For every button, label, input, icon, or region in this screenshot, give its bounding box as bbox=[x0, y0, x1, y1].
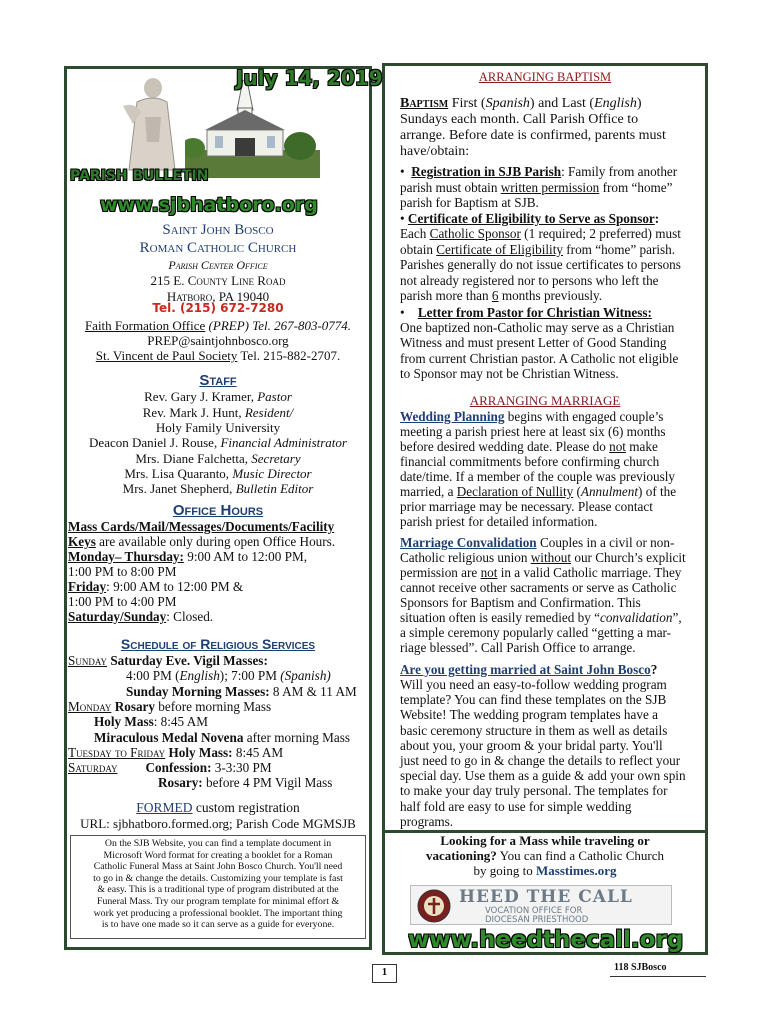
vacationing-label: vacationing? bbox=[426, 848, 497, 863]
prep-email[interactable]: PREP@saintjohnbosco.org bbox=[147, 333, 289, 348]
convalidation-line1 bbox=[400, 535, 695, 550]
convalidation-line5: Sponsors for Baptism and Confirmation. This bbox=[400, 595, 641, 610]
tue-fri-label: Tuesday to Friday bbox=[68, 745, 166, 760]
friday-hours: : 9:00 AM to 12:00 PM & bbox=[106, 579, 244, 594]
vigil-lang1: English bbox=[179, 668, 220, 683]
hours-line5 bbox=[68, 579, 368, 595]
schedule-heading: Schedule of Religious Services bbox=[120, 636, 316, 652]
bullet-icon: • bbox=[400, 305, 418, 320]
funeral-note-line: work yet producing a professional booklet. The important thing bbox=[93, 907, 343, 919]
b-l1c: Spanish bbox=[485, 96, 530, 111]
saturday-label: Saturday bbox=[68, 760, 118, 775]
wedding-question-line: to make your day truly personal. The templates for bbox=[400, 783, 668, 799]
certificate-line3: Parishes generally do not issue certificates to persons bbox=[400, 257, 681, 272]
mc6a: situation often is easily remedied by “ bbox=[400, 610, 600, 625]
staff-name: Rev. Gary J. Kramer, bbox=[144, 389, 258, 404]
convalidation-line2 bbox=[400, 550, 695, 565]
office-label: Parish Center Office bbox=[168, 258, 268, 272]
website-link[interactable]: www.sjbhatboro.org bbox=[100, 194, 318, 216]
registration-rest: : Family from another bbox=[561, 164, 678, 179]
novena-time: after morning Mass bbox=[243, 730, 351, 745]
confession-label: Confession: bbox=[145, 760, 212, 775]
phone-number[interactable]: Tel. (215) 672-7280 bbox=[152, 301, 284, 315]
formed-rest: custom registration bbox=[192, 800, 300, 815]
staff-member bbox=[68, 451, 368, 467]
certificate-line4: not already registered nor to persons who left the bbox=[400, 273, 659, 288]
certificate-line2 bbox=[400, 242, 695, 257]
footer-rule bbox=[610, 976, 706, 977]
monday-label: Monday bbox=[68, 699, 112, 714]
convalidation-line7: a simple ceremony popularly called “getting a mar- bbox=[400, 625, 672, 640]
bulletin-date: July 14, 2019 bbox=[236, 66, 383, 90]
b-l1d: ) and Last ( bbox=[529, 96, 595, 111]
svdp-line bbox=[68, 348, 368, 364]
wedding-planning-line1 bbox=[400, 409, 695, 424]
letter-line2: Witness and must present Letter of Good Standing bbox=[400, 335, 667, 350]
staff-name: Mrs. Diane Falchetta, bbox=[135, 451, 252, 466]
letter-line4: to Sponsor may not be Christian Witness. bbox=[400, 366, 619, 381]
vocation-website-link[interactable]: www.heedthecall.org bbox=[408, 927, 684, 953]
vigil-label: Saturday Eve. Vigil Masses: bbox=[107, 653, 268, 668]
formation-line bbox=[68, 318, 368, 334]
wp3a: before desired wedding date. Please do bbox=[400, 439, 610, 454]
sunday-line1 bbox=[68, 653, 368, 669]
staff-member bbox=[68, 466, 368, 482]
r2a: parish must obtain bbox=[400, 180, 501, 195]
marriage-heading: ARRANGING MARRIAGE bbox=[469, 393, 621, 408]
wedding-planning-title: Wedding Planning bbox=[400, 409, 505, 424]
formed-line bbox=[68, 800, 368, 816]
certificate-line1 bbox=[400, 226, 695, 241]
wedding-planning-line8: parish priest for detailed information. bbox=[400, 514, 598, 529]
funeral-note-line: to go in & change the details. Customizing your template is fast bbox=[93, 872, 343, 884]
parish-name-line2: Roman Catholic Church bbox=[139, 240, 297, 256]
travel-line2 bbox=[385, 848, 705, 864]
travel-rest: You can find a Catholic Church bbox=[496, 848, 664, 863]
church-image bbox=[185, 80, 320, 178]
bullet-icon: • bbox=[400, 211, 408, 226]
staff-name: Deacon Daniel J. Rouse, bbox=[89, 435, 221, 450]
c5c: months previously. bbox=[498, 288, 603, 303]
convalidation-line3 bbox=[400, 565, 695, 580]
wedding-question-line: half fold are easy to use for simple wedding bbox=[400, 798, 632, 814]
c1a: Each bbox=[400, 226, 430, 241]
confession-time: 3-3:30 PM bbox=[211, 760, 272, 775]
novena-label: Miraculous Medal Novena bbox=[94, 730, 244, 745]
formed-link[interactable]: FORMED bbox=[136, 800, 193, 815]
friday-label: Friday bbox=[68, 579, 107, 594]
funeral-note-line: Microsoft Word format for creating a booklet for a Roman bbox=[103, 849, 333, 861]
mc6b: convalidation bbox=[599, 610, 673, 625]
mc3a: permission are bbox=[400, 565, 481, 580]
baptism-intro-2: Sundays each month. Call Parish Office to bbox=[400, 112, 639, 127]
question-mark: ? bbox=[650, 662, 658, 677]
hours-line4: 1:00 PM to 8:00 PM bbox=[68, 564, 177, 579]
travel-line1: Looking for a Mass while traveling or bbox=[440, 833, 650, 848]
mc6c: ”, bbox=[672, 610, 682, 625]
monday-line bbox=[68, 699, 368, 715]
convalidation-line8: riage blessed”. Call Parish Office to arrange. bbox=[400, 640, 636, 655]
r2b: written permission bbox=[500, 180, 600, 195]
banner-line1: VOCATION OFFICE FOR bbox=[485, 906, 583, 916]
hours-line2 bbox=[68, 534, 368, 550]
staff-name: Mrs. Lisa Quaranto, bbox=[124, 466, 233, 481]
staff-name: Rev. Mark J. Hunt, bbox=[142, 405, 245, 420]
tue-fri-line bbox=[68, 745, 368, 761]
registration-line bbox=[400, 164, 695, 179]
holy-mass-time: : 8:45 AM bbox=[153, 714, 208, 729]
banner-line2: DIOCESAN PRIESTHOOD bbox=[485, 915, 589, 925]
staff-role: Music Director bbox=[232, 466, 312, 481]
c2c: from “home” parish. bbox=[562, 242, 676, 257]
baptism-intro-4: have/obtain: bbox=[400, 144, 470, 159]
c2a: obtain bbox=[400, 242, 437, 257]
wedding-planning-line4: financial commitments before confirming church bbox=[400, 454, 660, 469]
wedding-question-line: basic ceremony structure in them as well as details bbox=[400, 722, 668, 738]
wp3b: not bbox=[609, 439, 626, 454]
page-number: 1 bbox=[381, 966, 388, 978]
wp6b: Declaration of Nullity bbox=[456, 484, 574, 499]
wedding-question-line: just need to go in & change the details to reflect your bbox=[400, 753, 681, 768]
staff-member bbox=[68, 435, 368, 451]
mc2b: without bbox=[530, 550, 572, 565]
wedding-planning-line5: date/time. If a member of the couple was previously bbox=[400, 469, 676, 484]
address-line2: Hatboro, PA 19040 bbox=[166, 289, 270, 304]
registration-title: Registration in SJB Parish bbox=[411, 164, 562, 179]
wedding-question-line: Website! The wedding program templates have a bbox=[400, 707, 658, 723]
certificate-line5 bbox=[400, 288, 695, 303]
wedding-planning-line3 bbox=[400, 439, 695, 454]
wedding-question-line: template? You can find these templates on the SJB bbox=[400, 692, 667, 708]
wedding-planning-line7: prior marriage may be necessary. Please contact bbox=[400, 499, 653, 514]
sunday-line3 bbox=[68, 684, 426, 700]
funeral-note-line: is to have one made so it can serve as a guide for everyone. bbox=[101, 919, 335, 931]
diocese-seal-icon bbox=[417, 889, 451, 923]
masstimes-link[interactable]: Masstimes.org bbox=[535, 863, 617, 878]
letter-line1: One baptized non-Catholic may serve as a Christian bbox=[400, 320, 675, 335]
baptism-intro-3: arrange. Before date is confirmed, parents must bbox=[400, 128, 666, 143]
mc3c: in a valid Catholic marriage. They bbox=[497, 565, 682, 580]
registration-line3: parish for Baptism at SJB. bbox=[400, 195, 539, 210]
funeral-note-line: Funeral Mass. Try our program template for minimal effort & bbox=[97, 896, 339, 907]
staff-role: Financial Administrator bbox=[220, 435, 347, 450]
hours-line1: Mass Cards/Mail/Messages/Documents/Facility bbox=[68, 519, 335, 534]
c1b: Catholic Sponsor bbox=[429, 226, 521, 241]
morning-times: 8 AM & 11 AM bbox=[269, 684, 357, 699]
rosary-time: before morning Mass bbox=[155, 699, 272, 714]
staff-member bbox=[68, 405, 368, 421]
rosary-label: Rosary bbox=[111, 699, 155, 714]
letter-title: Letter from Pastor for Christian Witness: bbox=[417, 305, 652, 320]
holy-mass-line bbox=[68, 714, 394, 730]
vigil-lang2: (Spanish) bbox=[280, 668, 331, 683]
b-l1b: First ( bbox=[448, 96, 486, 111]
novena-line bbox=[68, 730, 394, 746]
parish-name-line1: Saint John Bosco bbox=[162, 222, 274, 238]
wedding-question-title bbox=[400, 662, 695, 677]
convalidation-line6 bbox=[400, 610, 695, 625]
c1c: (1 required; 2 preferred) must bbox=[520, 226, 681, 241]
funeral-note-line: On the SJB Website, you can find a template document in bbox=[104, 838, 332, 849]
keys-rest: are available only during open Office Hours. bbox=[95, 534, 336, 549]
travel-l3a: by going to bbox=[473, 863, 536, 878]
c2b: Certificate of Eligibility bbox=[436, 242, 563, 257]
staff-member bbox=[68, 389, 368, 405]
wp6a: married, a bbox=[400, 484, 457, 499]
address-line1: 215 E. County Line Road bbox=[150, 273, 286, 288]
vigil-time2: ); 7:00 PM bbox=[219, 668, 281, 683]
staff-role: Resident/ bbox=[244, 405, 294, 420]
morning-label: Sunday Morning Masses: bbox=[126, 684, 270, 699]
question-title: Are you getting married at Saint John Bosco bbox=[400, 662, 651, 677]
sunday-line2 bbox=[68, 668, 426, 684]
staff-member bbox=[68, 481, 368, 497]
banner-title: HEED THE CALL bbox=[459, 887, 633, 907]
letter-line3: from current Christian pastor. A Catholic not eligible bbox=[400, 351, 679, 366]
c5b: 6 bbox=[491, 288, 499, 303]
tue-fri-mass: Holy Mass: bbox=[165, 745, 233, 760]
statue-image bbox=[115, 72, 185, 172]
certificate-title-line: • Certificate of Eligibility to Serve as Sponsor: bbox=[400, 211, 660, 226]
baptism-lead: Baptism bbox=[400, 96, 449, 111]
hours-line7 bbox=[68, 609, 368, 625]
footer-code: 118 SJBosco bbox=[614, 962, 667, 973]
mon-thu-hours: 9:00 AM to 12:00 PM, bbox=[183, 549, 308, 564]
convalidation-title: Marriage Convalidation bbox=[400, 535, 537, 550]
hours-line3 bbox=[68, 549, 368, 565]
funeral-note-line: Catholic Funeral Mass at Saint John Bosco Church. You'll need bbox=[93, 861, 343, 873]
wp-l1: begins with engaged couple’s bbox=[504, 409, 664, 424]
parish-bulletin-label: PARISH BULLETIN bbox=[70, 168, 209, 184]
staff-name: Mrs. Janet Shepherd, bbox=[122, 481, 236, 496]
formed-url[interactable]: URL: sjbhatboro.formed.org; Parish Code MGMSJB bbox=[80, 816, 356, 831]
formation-link[interactable]: Faith Formation Office bbox=[84, 318, 206, 333]
wedding-planning-line6 bbox=[400, 484, 695, 499]
wp6e: ) of the bbox=[638, 484, 677, 499]
wp6c: ( bbox=[573, 484, 581, 499]
wedding-question-line: special day. Use them as a guide & add your own spin bbox=[400, 768, 686, 784]
staff-role: Bulletin Editor bbox=[235, 481, 314, 496]
funeral-note-line: & easy. This is a traditional type of program distributed at the bbox=[97, 884, 339, 896]
staff-role: Pastor bbox=[257, 389, 292, 404]
bullet-icon: • bbox=[400, 164, 412, 179]
b-l1e: English bbox=[594, 96, 637, 111]
wedding-question-line: programs. bbox=[400, 813, 454, 829]
wp3c: make bbox=[625, 439, 658, 454]
hours-line6: 1:00 PM to 4:00 PM bbox=[68, 594, 177, 609]
vocation-banner[interactable] bbox=[410, 885, 672, 925]
formation-rest: (PREP) Tel. 267-803-0774. bbox=[205, 318, 352, 333]
travel-line3 bbox=[385, 863, 705, 879]
certificate-title: Certificate of Eligibility to Serve as Sponsor bbox=[407, 211, 655, 226]
mc3b: not bbox=[480, 565, 498, 580]
r2c: from “home” bbox=[599, 180, 673, 195]
wp6d: Annulment bbox=[580, 484, 639, 499]
convalidation-line4: cannot receive other sacraments or serve as Catholic bbox=[400, 580, 677, 595]
mc-l1: Couples in a civil or non- bbox=[536, 535, 675, 550]
mc2a: Catholic religious union bbox=[400, 550, 531, 565]
holy-mass-label: Holy Mass bbox=[94, 714, 154, 729]
wedding-planning-line2: meeting a parish priest here at least six (6) months bbox=[400, 424, 666, 439]
mon-thu-label: Monday– Thursday: bbox=[68, 549, 184, 564]
mc2c: our Church’s explicit bbox=[571, 550, 686, 565]
baptism-heading: ARRANGING BAPTISM bbox=[478, 70, 612, 84]
c5a: parish more than bbox=[400, 288, 492, 303]
letter-title-line bbox=[400, 305, 695, 320]
svdp-phone: Tel. 215-882-2707. bbox=[237, 348, 341, 363]
tue-fri-time: 8:45 AM bbox=[232, 745, 284, 760]
vigil-time1: 4:00 PM ( bbox=[126, 668, 180, 683]
staff-name: Holy Family University bbox=[155, 420, 281, 435]
baptism-intro-1 bbox=[400, 96, 695, 112]
office-hours-heading: Office Hours bbox=[172, 502, 264, 519]
keys-label: Keys bbox=[68, 534, 96, 549]
weekend-label: Saturday/Sunday bbox=[68, 609, 167, 624]
registration-line2 bbox=[400, 180, 695, 195]
svdp-link[interactable]: St. Vincent de Paul Society bbox=[95, 348, 238, 363]
sunday-label: Sunday bbox=[68, 653, 108, 668]
saturday-line bbox=[68, 760, 368, 776]
staff-heading: Staff bbox=[199, 372, 237, 389]
weekend-hours: : Closed. bbox=[166, 609, 214, 624]
sat-rosary-time: before 4 PM Vigil Mass bbox=[202, 775, 333, 790]
staff-role: Secretary bbox=[251, 451, 301, 466]
wedding-question-line: about you, your groom & your bridal party. You'll bbox=[400, 737, 663, 753]
staff-member bbox=[68, 420, 368, 436]
sat-rosary-label: Rosary: bbox=[158, 775, 203, 790]
b-l1f: ) bbox=[636, 96, 642, 111]
wedding-question-line: Will you need an easy-to-follow wedding program bbox=[400, 677, 667, 692]
